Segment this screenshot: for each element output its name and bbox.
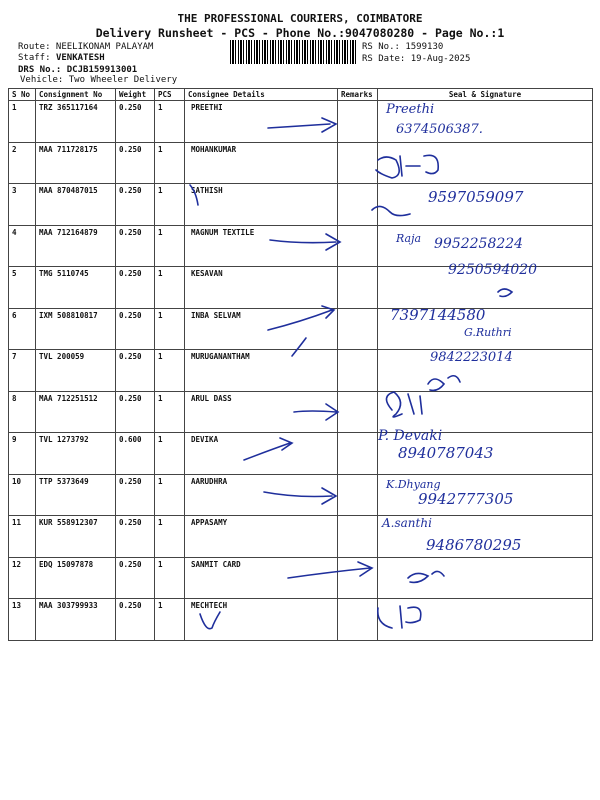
row-sno: 4 — [9, 225, 36, 267]
row-consignee: MAGNUM TEXTILE — [185, 225, 338, 267]
rs-number: RS No.: 1599130 — [362, 42, 444, 52]
row-weight: 0.250 — [116, 101, 155, 143]
sig-row9-phone: 8940787043 — [398, 444, 494, 462]
sig-row6-name: G.Ruthri — [464, 326, 512, 339]
row-weight: 0.250 — [116, 308, 155, 350]
row-weight: 0.250 — [116, 142, 155, 184]
row-consignee: PREETHI — [185, 101, 338, 143]
sig-row7-phone: 9842223014 — [430, 350, 513, 365]
row-sno: 7 — [9, 350, 36, 392]
row-consignment-no: TRZ 365117164 — [36, 101, 116, 143]
row-sno: 11 — [9, 516, 36, 558]
sig-row10-phone: 9942777305 — [418, 490, 514, 508]
col-consignment: Consignment No — [36, 89, 116, 101]
row-consignee: DEVIKA — [185, 433, 338, 475]
staff-label: Staff: VENKATESH — [18, 53, 105, 63]
row-consignment-no: MAA 870487015 — [36, 184, 116, 226]
route-label: Route: NEELIKONAM PALAYAM — [18, 42, 154, 52]
col-signature: Seal & Signature — [378, 89, 593, 101]
row-sno: 9 — [9, 433, 36, 475]
row-consignee: MECHTECH — [185, 599, 338, 641]
sig-row1-phone: 6374506387. — [396, 122, 483, 137]
row-weight: 0.250 — [116, 557, 155, 599]
row-pcs: 1 — [155, 350, 185, 392]
row-sno: 8 — [9, 391, 36, 433]
row-pcs: 1 — [155, 433, 185, 475]
row-weight: 0.250 — [116, 474, 155, 516]
row-pcs: 1 — [155, 142, 185, 184]
row-consignment-no: EDQ 15097878 — [36, 557, 116, 599]
vehicle-label: Vehicle: Two Wheeler Delivery — [20, 75, 178, 85]
col-sno: S No — [9, 89, 36, 101]
row-consignment-no: KUR 558912307 — [36, 516, 116, 558]
row-sno: 3 — [9, 184, 36, 226]
row-consignee: APPASAMY — [185, 516, 338, 558]
drs-number: DRS No.: DCJB159913001 — [18, 65, 138, 75]
sig-row9-name: P. Devaki — [378, 428, 443, 444]
row-sno: 13 — [9, 599, 36, 641]
col-weight: Weight — [116, 89, 155, 101]
row-consignment-no: MAA 712164879 — [36, 225, 116, 267]
sig-row1-name: Preethi — [386, 102, 435, 117]
runsheet-subtitle: Delivery Runsheet - PCS - Phone No.:9047080280 - Page No.:1 — [95, 26, 505, 40]
row-pcs: 1 — [155, 474, 185, 516]
row-consignment-no: TTP 5373649 — [36, 474, 116, 516]
sig-row11-name: A.santhi — [382, 516, 432, 530]
col-consignee: Consignee Details — [185, 89, 338, 101]
row-weight: 0.600 — [116, 433, 155, 475]
row-weight: 0.250 — [116, 350, 155, 392]
col-pcs: PCS — [155, 89, 185, 101]
row-consignee: ARUL DASS — [185, 391, 338, 433]
sig-row4-name: Raja — [396, 232, 422, 245]
col-remarks: Remarks — [338, 89, 378, 101]
row-consignee: SANMIT CARD — [185, 557, 338, 599]
row-sno: 6 — [9, 308, 36, 350]
sig-row4-phone: 9952258224 — [434, 236, 524, 252]
row-sno: 5 — [9, 267, 36, 309]
sig-row10-name: K.Dhyang — [386, 478, 441, 491]
sig-row5-phone: 9250594020 — [448, 262, 538, 278]
row-pcs: 1 — [155, 557, 185, 599]
row-consignee: INBA SELVAM — [185, 308, 338, 350]
row-pcs: 1 — [155, 184, 185, 226]
row-pcs: 1 — [155, 599, 185, 641]
row-pcs: 1 — [155, 267, 185, 309]
row-consignment-no: MAA 711728175 — [36, 142, 116, 184]
row-sno: 10 — [9, 474, 36, 516]
row-weight: 0.250 — [116, 184, 155, 226]
row-consignee: MOHANKUMAR — [185, 142, 338, 184]
row-sno: 2 — [9, 142, 36, 184]
row-weight: 0.250 — [116, 225, 155, 267]
row-consignment-no: TVL 200059 — [36, 350, 116, 392]
row-consignment-no: TVL 1273792 — [36, 433, 116, 475]
staff-name: VENKATESH — [55, 53, 105, 63]
row-sno: 1 — [9, 101, 36, 143]
rs-date: RS Date: 19-Aug-2025 — [362, 54, 471, 64]
row-weight: 0.250 — [116, 391, 155, 433]
row-weight: 0.250 — [116, 267, 155, 309]
row-weight: 0.250 — [116, 516, 155, 558]
company-title: THE PROFESSIONAL COURIERS, COIMBATORE — [177, 12, 423, 25]
row-pcs: 1 — [155, 225, 185, 267]
row-consignment-no: MAA 303799933 — [36, 599, 116, 641]
sig-row3-phone: 9597059097 — [428, 188, 524, 206]
row-sno: 12 — [9, 557, 36, 599]
sig-row6-phone: 7397144580 — [390, 306, 486, 324]
row-consignment-no: IXM 508810817 — [36, 308, 116, 350]
row-weight: 0.250 — [116, 599, 155, 641]
row-pcs: 1 — [155, 516, 185, 558]
row-consignee: MURUGANANTHAM — [185, 350, 338, 392]
row-pcs: 1 — [155, 308, 185, 350]
sig-row11-phone: 9486780295 — [426, 536, 522, 554]
row-pcs: 1 — [155, 101, 185, 143]
row-consignment-no: MAA 712251512 — [36, 391, 116, 433]
row-consignment-no: TMG 5110745 — [36, 267, 116, 309]
row-consignee: AARUDHRA — [185, 474, 338, 516]
row-consignee: KESAVAN — [185, 267, 338, 309]
row-pcs: 1 — [155, 391, 185, 433]
row-consignee: SATHISH — [185, 184, 338, 226]
